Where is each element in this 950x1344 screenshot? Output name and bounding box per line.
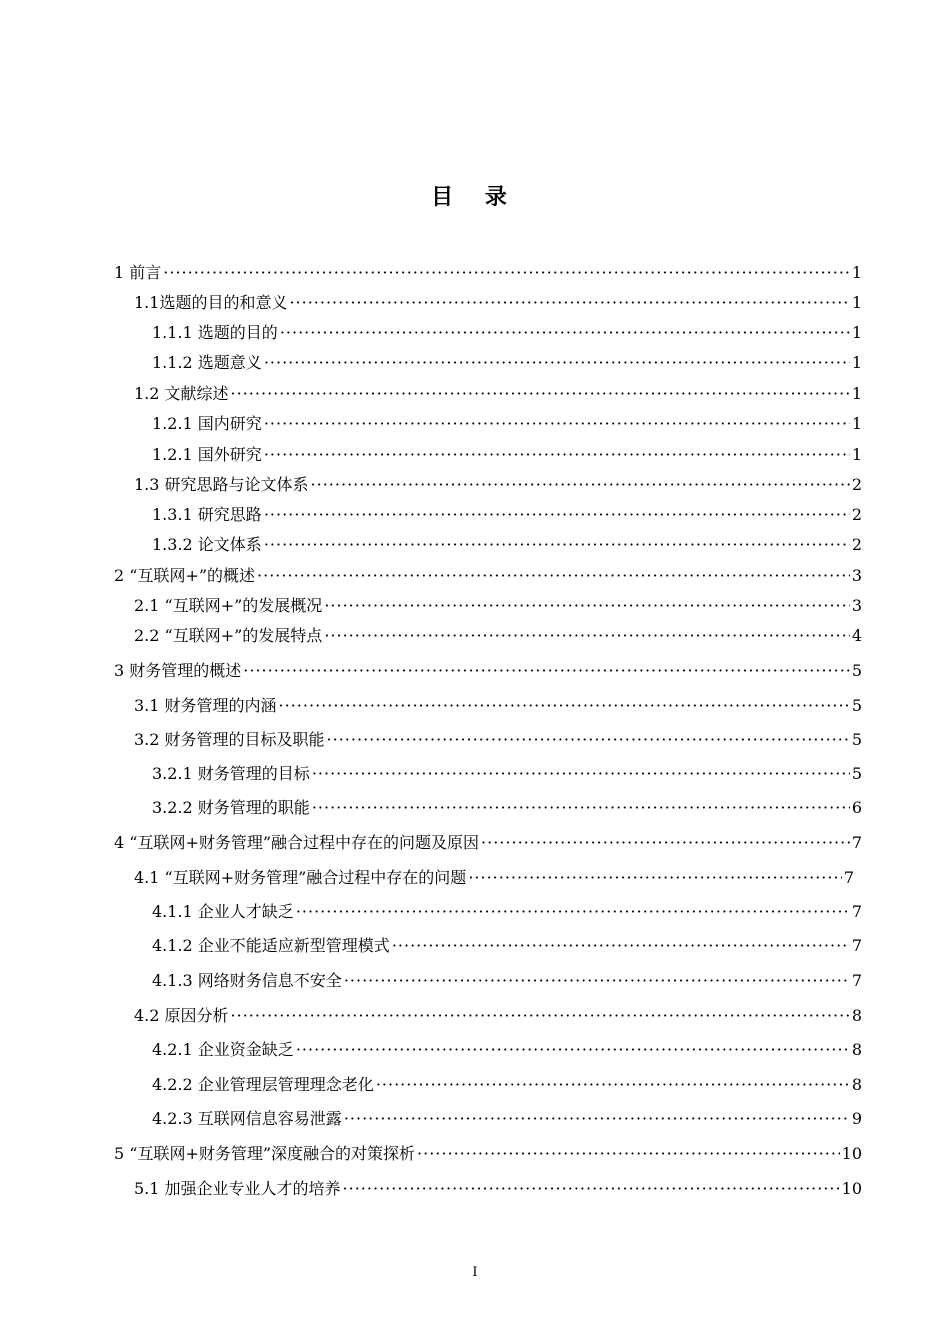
toc-entry-page: 1 (851, 384, 862, 403)
toc-entry-page: 1 (851, 414, 862, 433)
toc-entry-page: 4 (851, 626, 862, 645)
toc-entry[interactable] (114, 660, 862, 682)
toc-entry-label: 1.1选题的目的和意义 (134, 293, 288, 312)
toc-entry[interactable] (152, 1074, 862, 1096)
dot-leader (392, 935, 850, 957)
toc-entry-label: 1.1.1 选题的目的 (152, 323, 278, 342)
toc-entry-label: 5.1 加强企业专业人才的培养 (134, 1179, 341, 1198)
dot-leader (243, 660, 850, 682)
dot-leader (264, 534, 850, 556)
toc-entry-label: 1.3 研究思路与论文体系 (134, 475, 309, 494)
dot-leader (468, 867, 842, 889)
dot-leader (327, 729, 850, 751)
toc-entry-label: 3.1 财务管理的内涵 (134, 696, 277, 715)
dot-leader (163, 262, 850, 284)
toc-entry[interactable] (114, 1143, 862, 1165)
dot-leader (264, 504, 850, 526)
toc-entry-page: 3 (851, 566, 862, 585)
toc-entry-page: 7 (851, 833, 862, 852)
toc-entry-label: 3.2.2 财务管理的职能 (152, 798, 310, 817)
dot-leader (343, 1178, 840, 1200)
toc-entry-page: 3 (851, 596, 862, 615)
page-number: I (472, 1265, 478, 1280)
toc-entry-label: 4.1.1 企业人才缺乏 (152, 902, 294, 921)
dot-leader (417, 1143, 840, 1165)
toc-entry-label: 1.2 文献综述 (134, 384, 229, 403)
toc-entry[interactable] (152, 322, 862, 344)
toc-entry-page: 7 (843, 868, 854, 887)
toc-entry-label: 2.1 “互联网+”的发展概况 (134, 596, 323, 615)
toc-entry[interactable] (114, 565, 862, 587)
toc-entry-label: 5 “互联网+财务管理”深度融合的对策探析 (114, 1144, 416, 1163)
toc-entry[interactable] (152, 444, 862, 466)
toc-entry-page: 1 (851, 323, 862, 342)
dot-leader (289, 292, 849, 314)
toc-entry-page: 7 (851, 936, 862, 955)
toc-entry[interactable] (134, 1178, 862, 1200)
toc-entry-label: 4.2.1 企业资金缺乏 (152, 1040, 294, 1059)
toc-entry-label: 1 前言 (114, 263, 162, 282)
dot-leader (344, 1108, 850, 1130)
toc-entry[interactable] (114, 832, 862, 854)
toc-entry-label: 2.2 “互联网+”的发展特点 (134, 626, 323, 645)
toc-entry[interactable] (152, 901, 862, 923)
toc-entry[interactable] (134, 292, 862, 314)
toc-entry-page: 5 (851, 730, 862, 749)
toc-entry-page: 8 (851, 1075, 862, 1094)
toc-entry[interactable] (134, 1005, 862, 1027)
dot-leader (312, 797, 850, 819)
toc-entry-page: 6 (851, 798, 862, 817)
toc-entry-label: 4.2.3 互联网信息容易泄露 (152, 1109, 342, 1128)
dot-leader (312, 763, 850, 785)
toc-entry[interactable] (152, 1039, 862, 1061)
toc-entry[interactable] (152, 935, 862, 957)
toc-entry-label: 4.2.2 企业管理层管理理念老化 (152, 1075, 374, 1094)
toc-entry[interactable] (114, 262, 862, 284)
toc-entry-page: 1 (851, 445, 862, 464)
toc-entry[interactable] (152, 413, 862, 435)
dot-leader (279, 695, 850, 717)
toc-entry[interactable] (134, 867, 854, 889)
toc-entry-label: 1.3.2 论文体系 (152, 535, 262, 554)
toc-entry-label: 4.1.3 网络财务信息不安全 (152, 971, 342, 990)
toc-entry[interactable] (152, 763, 862, 785)
toc-entry-page: 8 (851, 1006, 862, 1025)
toc-entry[interactable] (152, 970, 862, 992)
toc-entry-page: 10 (841, 1179, 862, 1198)
dot-leader (264, 444, 850, 466)
toc-entry-label: 4 “互联网+财务管理”融合过程中存在的问题及原因 (114, 833, 480, 852)
dot-leader (280, 322, 850, 344)
dot-leader (324, 625, 850, 647)
dot-leader (257, 565, 850, 587)
toc-entry[interactable] (152, 352, 862, 374)
toc-entry-page: 9 (851, 1109, 862, 1128)
toc-entry-page: 5 (851, 764, 862, 783)
dot-leader (376, 1074, 850, 1096)
dot-leader (231, 1005, 850, 1027)
toc-entry-page: 7 (851, 902, 862, 921)
toc-entry-page: 2 (851, 535, 862, 554)
toc-entry[interactable] (134, 729, 862, 751)
toc-entry-label: 4.1.2 企业不能适应新型管理模式 (152, 936, 390, 955)
dot-leader (324, 595, 850, 617)
toc-entry-page: 1 (851, 263, 862, 282)
toc-entry[interactable] (152, 504, 862, 526)
dot-leader (264, 413, 850, 435)
dot-leader (296, 901, 850, 923)
toc-entry-label: 3 财务管理的概述 (114, 661, 242, 680)
dot-leader (296, 1039, 850, 1061)
toc-entry[interactable] (152, 1108, 862, 1130)
toc-entry[interactable] (134, 625, 862, 647)
dot-leader (311, 474, 850, 496)
dot-leader (231, 383, 850, 405)
toc-entry-label: 4.2 原因分析 (134, 1006, 229, 1025)
toc-entry-label: 4.1 “互联网+财务管理”融合过程中存在的问题 (134, 868, 467, 887)
toc-entry-page: 7 (851, 971, 862, 990)
toc-entry-label: 2 “互联网+”的概述 (114, 566, 256, 585)
toc-entry-label: 3.2.1 财务管理的目标 (152, 764, 310, 783)
toc-entry-page: 2 (851, 505, 862, 524)
toc-entry[interactable] (134, 695, 862, 717)
toc-entry[interactable] (152, 534, 862, 556)
toc-entry-page: 2 (851, 475, 862, 494)
dot-leader (344, 970, 850, 992)
dot-leader (264, 352, 850, 374)
toc-entry-label: 1.2.1 国外研究 (152, 445, 262, 464)
toc-entry-label: 3.2 财务管理的目标及职能 (134, 730, 325, 749)
toc-entry-page: 1 (851, 293, 862, 312)
toc-entry-page: 1 (851, 353, 862, 372)
toc-entry-page: 5 (851, 661, 862, 680)
toc-entry-label: 1.1.2 选题意义 (152, 353, 262, 372)
toc-entry[interactable] (134, 595, 862, 617)
page-title: 目 录 (431, 185, 519, 210)
toc-entry[interactable] (134, 474, 862, 496)
dot-leader (481, 832, 850, 854)
toc-entry-page: 8 (851, 1040, 862, 1059)
toc-entry[interactable] (134, 383, 862, 405)
toc-entry[interactable] (152, 797, 862, 819)
toc-entry-page: 5 (851, 696, 862, 715)
toc-entry-label: 1.3.1 研究思路 (152, 505, 262, 524)
toc-entry-page: 10 (841, 1144, 862, 1163)
toc-entry-label: 1.2.1 国内研究 (152, 414, 262, 433)
